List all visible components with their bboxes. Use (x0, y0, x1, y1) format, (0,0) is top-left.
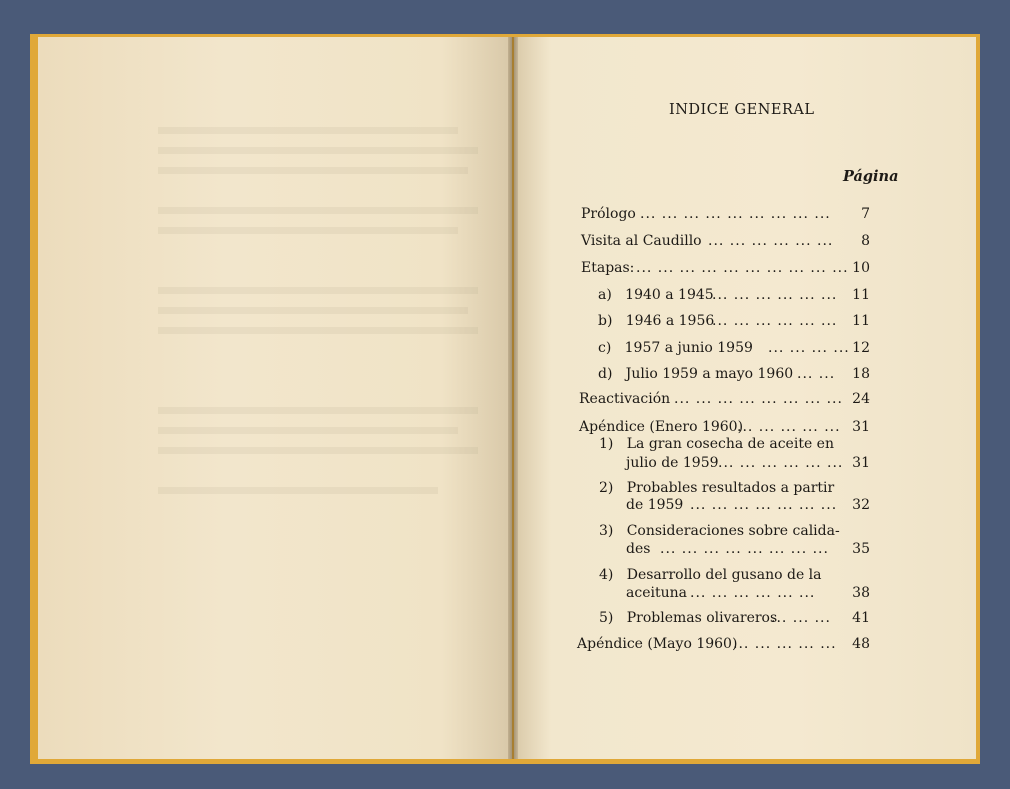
toc-entry-continuation (0, 455, 1010, 477)
toc-entry-label: 5) Problemas olivareros (599, 610, 778, 626)
toc-leader-dots: ... ... ... (771, 610, 831, 626)
bleed-through-text (158, 147, 478, 154)
toc-entry-label: Prólogo (581, 206, 636, 222)
page-column-label: Página (843, 168, 899, 185)
toc-leader-dots: ... ... ... ... ... ... (712, 313, 838, 329)
toc-page-number: 11 (852, 287, 870, 303)
toc-entry (0, 287, 1010, 309)
toc-leader-dots: ... ... ... ... ... (733, 636, 837, 652)
toc-entry-label: 3) Consideraciones sobre calida- (599, 523, 840, 539)
index-title: INDICE GENERAL (669, 102, 815, 118)
toc-page-number: 8 (861, 233, 870, 249)
toc-page-number: 48 (852, 636, 870, 652)
toc-entry-label: Reactivación (579, 391, 671, 407)
toc-leader-dots: ... ... ... ... ... ... ... ... (674, 391, 843, 407)
toc-leader-dots: ... ... ... ... (768, 340, 850, 356)
toc-entry (0, 391, 1010, 413)
toc-page-number: 12 (852, 340, 870, 356)
toc-leader-dots: ... ... ... ... ... ... (690, 585, 816, 601)
toc-page-number: 41 (852, 610, 870, 626)
toc-leader-dots: ... ... ... ... ... ... (708, 233, 834, 249)
bleed-through-text (158, 127, 458, 134)
toc-entry-continuation (0, 497, 1010, 519)
toc-entry (0, 636, 1010, 658)
toc-entry-label: 4) Desarrollo del gusano de la (599, 567, 822, 583)
toc-entry (0, 260, 1010, 282)
toc-entry (0, 313, 1010, 335)
toc-page-number: 31 (852, 455, 870, 471)
toc-page-number: 24 (852, 391, 870, 407)
toc-page-number: 10 (852, 260, 870, 276)
toc-leader-dots: ... ... ... ... ... ... (712, 287, 838, 303)
toc-entry-label: aceituna (626, 585, 687, 601)
toc-entry-label: de 1959 (626, 497, 684, 513)
toc-entry (0, 206, 1010, 228)
toc-entry-label: b) 1946 a 1956 (598, 313, 715, 329)
toc-page-number: 11 (852, 313, 870, 329)
toc-page-number: 35 (852, 541, 870, 557)
toc-page-number: 38 (852, 585, 870, 601)
toc-entry-label: 2) Probables resultados a partir (599, 480, 835, 496)
toc-entry-label: c) 1957 a junio 1959 (598, 340, 753, 356)
toc-entry-label: Etapas: (581, 260, 635, 276)
toc-entry-label: Apéndice (Mayo 1960) (577, 636, 738, 652)
toc-entry-label: des (626, 541, 651, 557)
toc-entry (0, 340, 1010, 362)
toc-entry-label: Visita al Caudillo (581, 233, 702, 249)
toc-leader-dots: ... ... (797, 366, 836, 382)
toc-entry-label: a) 1940 a 1945 (598, 287, 714, 303)
toc-entry (0, 366, 1010, 388)
toc-entry-continuation (0, 585, 1010, 607)
toc-leader-dots: ... ... ... ... ... ... (718, 455, 844, 471)
toc-leader-dots: ... ... ... ... ... ... ... ... ... ... (636, 260, 849, 276)
toc-leader-dots: ... ... ... ... ... ... ... (690, 497, 838, 513)
toc-entry-continuation (0, 541, 1010, 563)
toc-entry-label: 1) La gran cosecha de aceite en (599, 436, 834, 452)
toc-leader-dots: ... ... ... ... ... ... ... ... ... (640, 206, 831, 222)
toc-entry (0, 233, 1010, 255)
toc-entry-label: Apéndice (Enero 1960) (579, 419, 744, 435)
toc-leader-dots: ... ... ... ... ... (737, 419, 841, 435)
toc-entry-label: julio de 1959 (626, 455, 719, 471)
toc-entry (0, 610, 1010, 632)
toc-page-number: 7 (861, 206, 870, 222)
toc-page-number: 18 (852, 366, 870, 382)
toc-page-number: 31 (852, 419, 870, 435)
toc-leader-dots: ... ... ... ... ... ... ... ... (660, 541, 829, 557)
bleed-through-text (158, 167, 468, 174)
toc-entry-label: d) Julio 1959 a mayo 1960 (598, 366, 794, 382)
toc-page-number: 32 (852, 497, 870, 513)
